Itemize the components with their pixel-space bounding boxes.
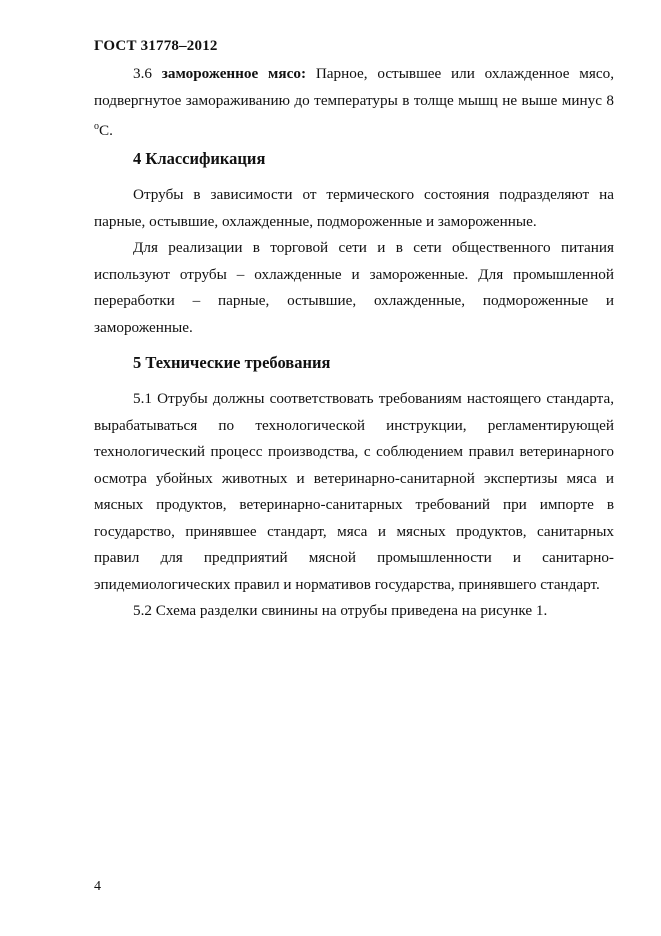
definition-3-6 [94,61,614,145]
document-header: ГОСТ 31778–2012 [94,38,218,54]
definition-paragraph [94,61,614,145]
section-5-heading: 5 Технические требования [133,353,331,372]
paragraph: 5.1 Отрубы должны соответствовать требованиям настоящего стандарта, вырабатываться по технологической инструкции, регламентирующей технологический процесс производства, с соблюдением правил ветеринарного осмотра убойных животных и ветеринарно-санитарной экспертизы мяса и мясных продуктов, ветеринарно-санитарных требований при импорте в государство, принявшее стандарт, мяса и мясных продуктов, санитарных правил для предприятий мясной промышленности и санитарно- эпидемиологических правил и нормативов государства, принявшего стандарт. [94,390,614,593]
degree-symbol: о [94,121,99,132]
item-number: 3.6 [133,65,152,82]
page-number: 4 [94,879,101,894]
paragraph: Для реализации в торговой сети и в сети общественного питания используют отрубы – охлажденные и замороженные. Для промышленной переработки – парные, остывшие, охлажденные, подмороженные и замороженные. [94,239,614,336]
defined-term: замороженное мясо: [161,65,307,82]
temperature-unit: С. [99,122,113,139]
section-5-body [94,386,614,625]
paragraph: 5.2 Схема разделки свинины на отрубы приведена на рисунке 1. [133,602,548,619]
section-4-heading: 4 Классификация [133,149,266,168]
paragraph: Отрубы в зависимости от термического состояния подразделяют на парные, остывшие, охлажденные, подмороженные и замороженные. [94,186,614,230]
definition-text: Парное, остывшее или охлажденное мясо, подвергнутое замораживанию до температуры в толще мышц не выше минус 8 [94,65,615,109]
section-4-body [94,182,614,341]
